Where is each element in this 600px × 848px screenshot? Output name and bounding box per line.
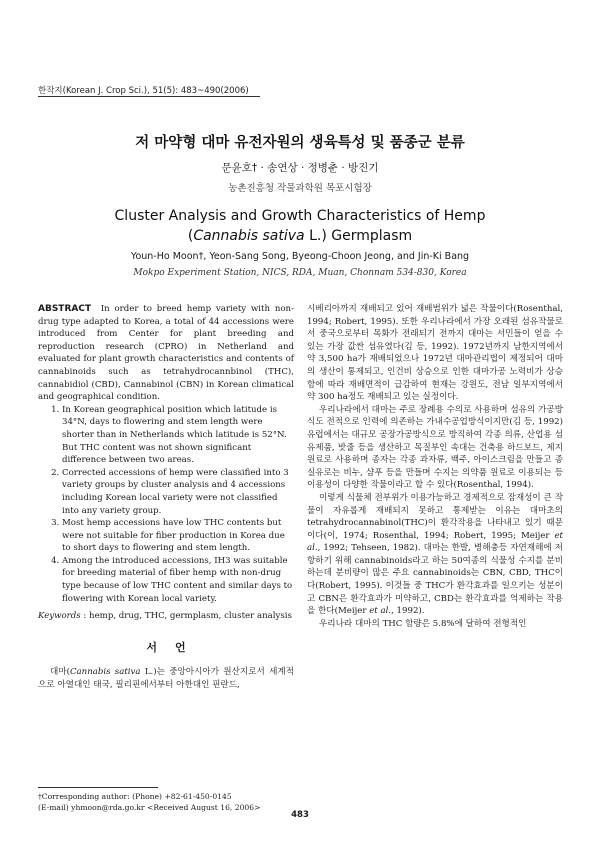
intro-species: Cannabis sativa: [69, 667, 141, 678]
title-english: [0, 206, 600, 246]
p3-etal-2: et al.: [369, 606, 392, 617]
footnote-line-2: (E-mail) yhmoon@rda.go.kr <Received August 16, 2006>: [38, 802, 261, 812]
keywords-text: : hemp, drug, THC, germplasm, cluster analysis: [80, 611, 292, 622]
right-column: [307, 303, 563, 630]
abstract-findings-list: [38, 404, 294, 606]
authors-korean: 문윤호† · 송연상 · 정병춘 · 방진기: [221, 162, 379, 174]
journal-reference: 한작지(Korean J. Crop Sci.), 51(5): 483~490(2006): [38, 86, 249, 96]
finding-item-1: 1. In Korean geographical position which latitude is 34°N, days to flowering and stem length were shorter than in Netherlands which latitude is 52°N. But THC content was not shown significant difference between two areas.: [62, 404, 294, 467]
intro-start: 대마(: [50, 667, 70, 678]
p3-part-a: 이렇게 식물체 전부위가 이용가능하고 경제적으로 잠재성이 큰 작물이 자유롭게 재배되지 못하고 통제받는 이유는 대마초의 tetrahydrocannabinol(THC)이 환각작용을 나타내고 있기 때문이다(이, 1974; Rosenthal, 1994; Robert, 1995; Meijer: [307, 492, 563, 541]
finding-item-4: 4. Among the introduced accessions, IH3 was suitable for breeding material of fiber hemp with non-drug type because of low THC content and similar days to flowering with Korean local variety.: [62, 555, 294, 605]
footnote-rule: [38, 787, 158, 788]
title-species: Cannabis sativa: [193, 228, 305, 244]
title-close-paren: L.) Germplasm: [304, 228, 413, 244]
title-english-line2: [0, 226, 600, 246]
footnote-line-1: †Corresponding author: (Phone) +82-61-450-0145: [38, 792, 232, 801]
keywords-label: Keywords: [38, 611, 81, 622]
finding-item-3: 3. Most hemp accessions have low THC contents but were not suitable for fiber production in Korea due to short days to flowering and stem length.: [62, 517, 294, 555]
title-english-line1: Cluster Analysis and Growth Characteristics of Hemp: [114, 208, 486, 224]
left-column: [38, 303, 294, 692]
keywords: [38, 610, 294, 623]
right-paragraph-4: 우리나라 대마의 THC 함량은 5.8%에 달하여 전형적인: [319, 618, 527, 629]
header-rule: [38, 96, 260, 97]
finding-item-2: 2. Corrected accessions of hemp were classified into 3 variety groups by cluster analysis and 4 accessions including Korean local variety were not classified into any variety group.: [62, 467, 294, 517]
authors-english: Youn-Ho Moon†, Yeon-Sang Song, Byeong-Choon Jeong, and Jin-Ki Bang: [130, 251, 470, 262]
p3-etal-1: et al.: [307, 530, 563, 554]
intro-paragraph: [38, 666, 294, 691]
right-paragraph-1: 시베리아까지 재배되고 있어 재배범위가 넓은 작물이다(Rosenthal, 1994; Robert, 1995). 또한 우리나라에서 가장 오래된 섬유작물로서 중국으로부터 목화가 전래되기 전까지 대마는 서민들이 얻을 수 있는 가장 값싼 섬유였다(김 등, 1992). 1972년까지 남한지역에서 약 3,500 ha가 재배되었으나 1972년 대마관리법이 제정되어 대마의 생산이 통제되고, 인건비 상승으로 인한 대마가공 노력비가 상승함에 따라 재배면적이 급감하여 현재는 강원도, 전남 일부지역에서 약 300 ha정도 재배되고 있는 실정이다.: [307, 304, 563, 403]
right-paragraph-2: 우리나라에서 대마는 주로 장례용 수의로 사용하며 섬유의 가공방식도 전적으로 인력에 의존하는 가내수공업방식이지만(김 등, 1992) 유럽에서는 대규모 공장가공방식으로 방직하여 각종 의류, 산업용 섬유제품, 밧줄 등을 생산하고 목질부인 속대는 건축용 하드보드, 제지원료로 사용하며 종자는 각종 과자류, 백주, 아이스크림을 만들고 종실유로는 비누, 샴푸 등을 만들며 수지는 의약품 원료로 이용되는 등 이용성이 다양한 작물이라고 할 수 있다(Rosenthal, 1994).: [307, 404, 563, 491]
intro-rest: L.)는 중앙아시아가 원산지로서 세계적으로 아열대인 태국, 필리핀에서부터 아한대인 핀란드,: [38, 667, 294, 691]
p3-part-b: , 1992; Tehseen, 1982). 대마는 한발, 병해충등 자연재해에 저항하기 위해 cannabinoids라고 하는 50여종의 식물성 수지를 분비하는데 분비량이 많은 주요 cannabinoids는 CBN, CBD, THC이다(Robert, 1995). 이것들 중 THC가 환각효과를 일으키는 성분이고 CBN은 환각효과가 미약하고, CBD는 환각효과를 억제하는 작용을 한다(Meijer: [307, 543, 563, 617]
page-number: 483: [291, 810, 309, 820]
abstract-intro: [38, 303, 294, 404]
title-korean: 저 마약형 대마 유전자원의 생육특성 및 품종군 분류: [135, 135, 465, 151]
p3-part-c: , 1992).: [391, 606, 425, 617]
abstract-label: ABSTRACT: [38, 304, 92, 314]
abstract-text: In order to breed hemp variety with non-drug type adapted to Korea, a total of 44 accessions were introduced from Center for plant breeding and reproduction research (CPRO) in Netherland and evaluated for plant growth characteristics and contents of cannabinoids such as tetrahydrocannbinol (THC), cannabidiol (CBD), Cannabinol (CBN) in Korean climatical and geographical condition.: [38, 304, 294, 403]
section-heading-intro: 서언: [146, 640, 204, 654]
right-paragraph-3: [307, 492, 563, 618]
title-open-paren: (: [187, 228, 194, 244]
affiliation-korean: 농촌진흥청 작물과학원 목포시험장: [228, 183, 372, 194]
affiliation-english: Mokpo Experiment Station, NICS, RDA, Muan, Chonnam 534-830, Korea: [133, 268, 467, 278]
